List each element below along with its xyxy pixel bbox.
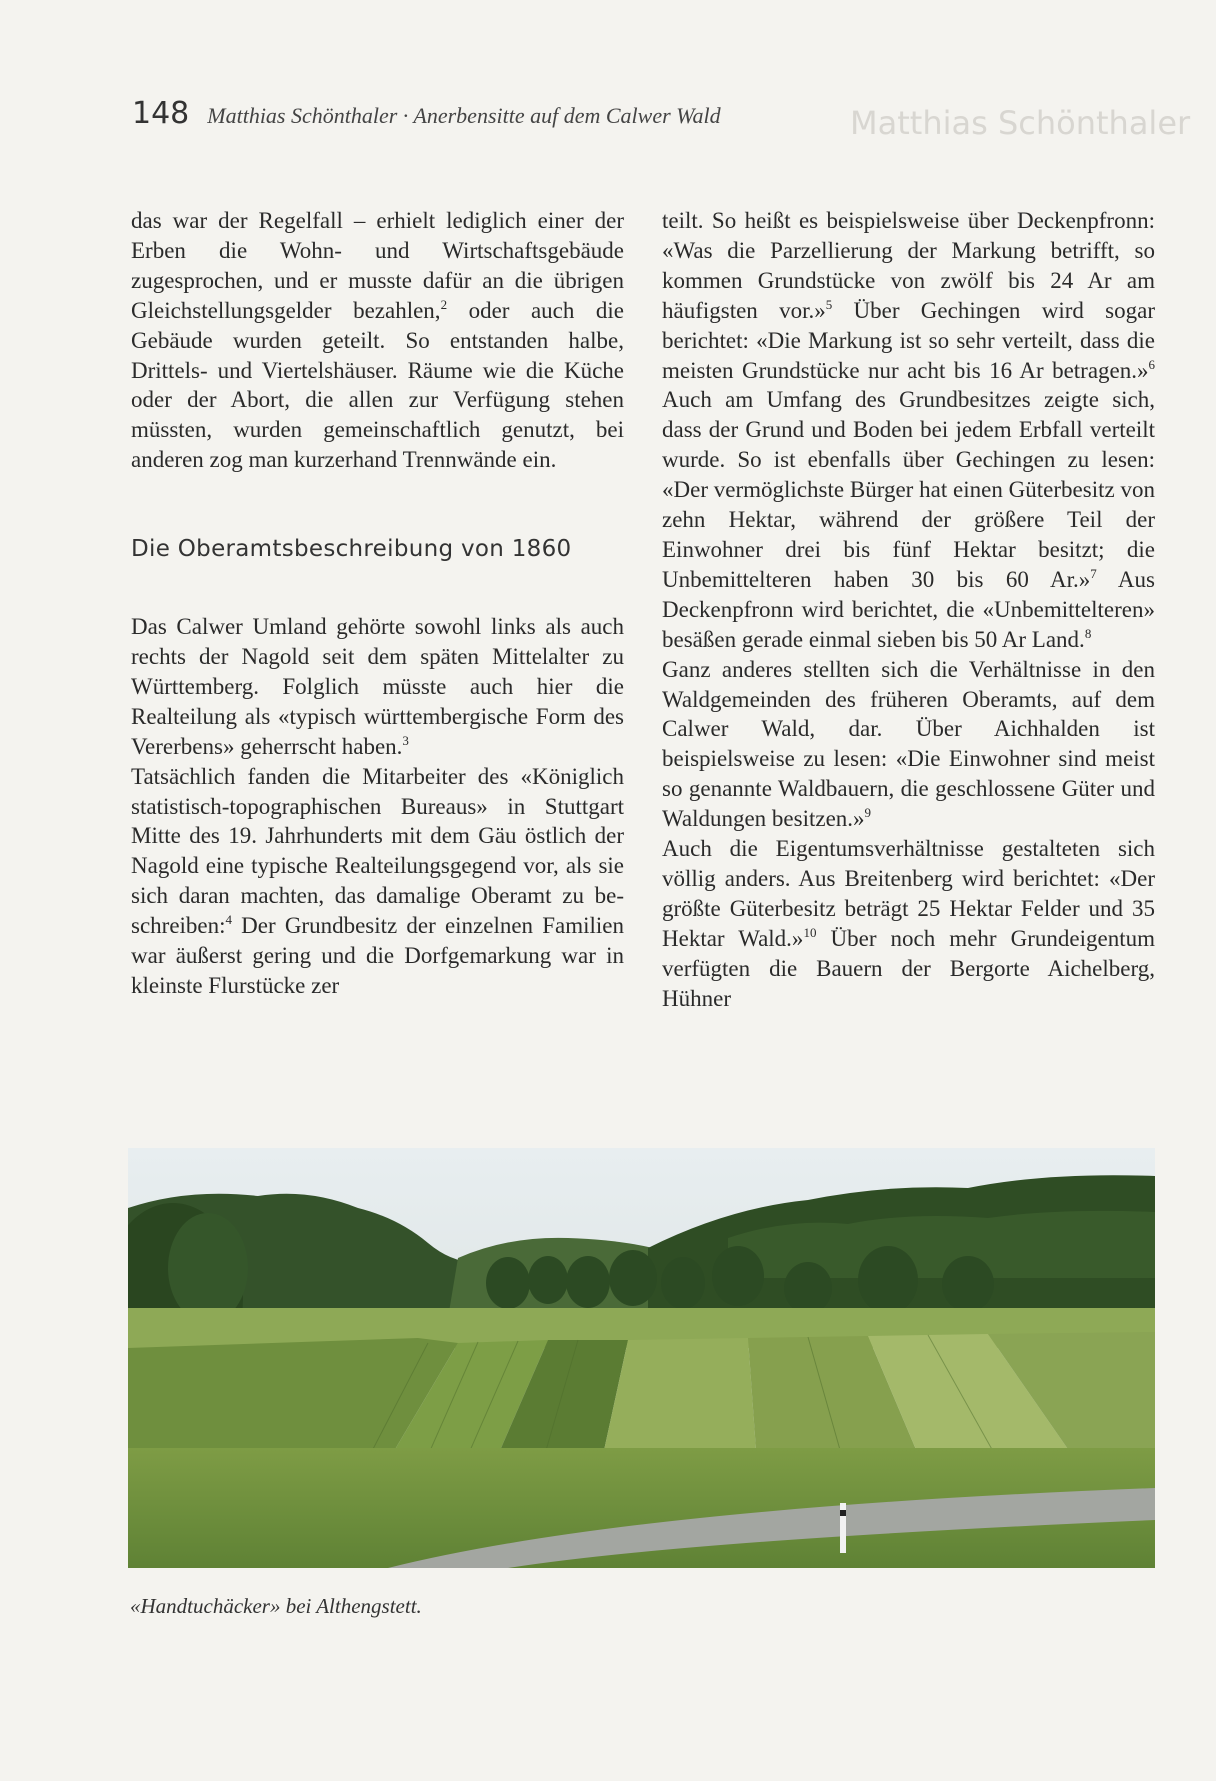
footnote-ref: 9 <box>864 805 872 821</box>
paragraph: Ganz anderes stellten sich die Verhältnisse in den Waldgemeinden des früheren Oberamts, auf dem Calwer Wald, dar. Über Aichhalden ist beispielsweise zu lesen: «Die Einwohner sind meist so genannte Waldbauern, die geschlossene Güter und Waldungen besitzen.»$^9$ <box>662 656 1155 832</box>
section-heading: Die Oberamtsbeschreibung von 1860 <box>131 536 572 563</box>
page-number: 148 <box>132 96 190 131</box>
landscape-photo <box>128 1148 1155 1568</box>
paragraph: teilt. So heißt es beispielsweise über Deckenpfronn: «Was die Parzellierung der Markung betrifft, so kommen Grundstücke von zwölf bis 24 Ar am häufigsten vor.»$^5$ Über Gechingen wird sogar berichtet: «Die Markung ist so sehr verteilt, dass die meisten Grundstücke nur acht bis 16 Ar betragen.»$^6$ Auch am Umfang des Grundbesitzes zeigte sich, dass der Grund und Boden bei jedem Erbfall verteilt wurde. So ist ebenfalls über Gechingen zu lesen: «Der vermöglichste Bürger hat einen Güterbesitz von zehn Hektar, während der größere Teil der Einwohner drei bis fünf Hektar besitzt; die Unbemittelteren haben 30 bis 60 Ar.»$^7$ Aus Deckenpfronn wird berichtet, die «Unbemittelteren» besäßen gerade einmal sieben bis 50 Ar Land.$^8$ <box>662 208 1155 652</box>
footnote-ref: 10 <box>803 924 817 940</box>
paragraph: das war der Regelfall – erhielt lediglich einer der Erben die Wohn- und Wirtschaftsgebäude zugesprochen, und er musste dafür an die übrigen Gleichstellungsgelder bezahlen,$^2$ oder auch die Gebäude wurden geteilt. So entstanden halbe, Drittels- und Viertelshäuser. Räume wie die Küche oder der Abort, die allen zur Verfügung stehen müssten, wurden gemeinschaftlich genutzt, bei anderen zog man kurzerhand Trennwände ein. <box>131 208 625 473</box>
running-title: Matthias Schönthaler · Anerbensitte auf dem Calwer Wald <box>207 103 721 128</box>
right-column <box>662 206 1155 1013</box>
footnote-ref: 2 <box>440 296 448 312</box>
paragraph: Auch die Eigentumsverhältnisse gestalteten sich völlig anders. Aus Breitenberg wird berichtet: «Der größte Güterbesitz beträgt 25 Hektar Felder und 35 Hektar Wald.»$^{10}$ Über noch mehr Grundeigentum verfügten die Bauern der Bergorte Aichelberg, Hühner <box>662 836 1155 1011</box>
footnote-ref: 5 <box>825 296 833 312</box>
paragraph: Tatsächlich fanden die Mitarbeiter des «Königlich statistisch-topographischen Bureaus» in Stuttgart Mitte des 19. Jahrhunderts mit dem Gäu östlich der Nagold eine typische Realteilungsgegend vor, als sie sich daran machten, das damalige Oberamt zu beschreiben:$^4$ Der Grundbesitz der einzelnen Familien war äußerst gering und die Dorfgemarkung war in kleinste Flurstücke zer <box>131 763 624 998</box>
page-header <box>132 96 721 131</box>
paragraph: Das Calwer Umland gehörte sowohl links als auch rechts der Nagold seit dem späten Mittelalter zu Württemberg. Folglich müsste auch hier die Realteilung als «typisch württembergische Form des Vererbens» geherrscht haben.$^3$ <box>131 614 624 759</box>
bleed-through-text: Matthias Schönthaler <box>850 104 1191 142</box>
left-column <box>131 206 624 1001</box>
footnote-ref: 3 <box>402 732 409 748</box>
footnote-ref: 6 <box>1148 356 1155 372</box>
footnote-ref: 8 <box>1084 625 1092 641</box>
footnote-ref: 4 <box>225 912 233 928</box>
footnote-ref: 7 <box>1090 565 1097 581</box>
figure-caption: «Handtuchäcker» bei Althengstett. <box>130 1594 422 1618</box>
